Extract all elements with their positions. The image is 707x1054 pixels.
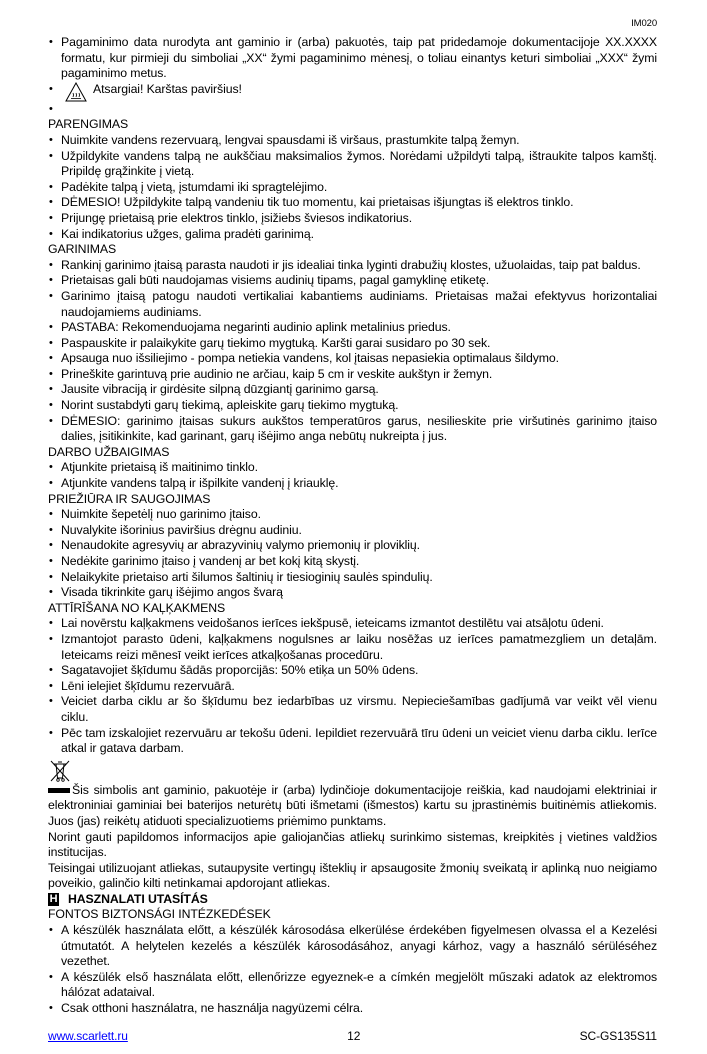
list-item: • Paspauskite ir palaikykite garų tiekimo mygtuką. Karšti garai susidaro po 30 sek.	[48, 336, 657, 352]
section-title: GARINIMAS	[48, 242, 117, 257]
list-item: • Padėkite talpą į vietą, įstumdami iki spragtelėjimo.	[48, 180, 657, 196]
page-number: 12	[347, 1028, 361, 1043]
list-item: • Atjunkite prietaisą iš maitinimo tinklo.	[48, 460, 657, 476]
list-item: • Prijungę prietaisą prie elektros tinklo, įsižiebs šviesos indikatorius.	[48, 211, 657, 227]
list-item: • Pagaminimo data nurodyta ant gaminio ir (arba) pakuotės, taip pat pridedamoje dokumentacijoje XX.XXXX formatu, kur pirmieji du simboliai „XX“ žymi pagaminimo mėnesį, o toliau einantys keturi simboliai „XXX“ žymi pagaminimo metus.	[48, 35, 657, 82]
section-parengimas	[48, 117, 657, 242]
document-code: IM020	[631, 18, 657, 29]
list-item: • Veiciet darba ciklu ar šo šķīdumu bez iedarbības uz virsmu. Nepieciešamības gadījumā var veikt vēl vienu ciklu.	[48, 694, 657, 725]
section-title: DARBO UŽBAIGIMAS	[48, 444, 170, 459]
list-item: • DĖMESIO! Užpildykite talpą vandeniu tik tuo momentu, kai prietaisas išjungtas iš elektros tinklo.	[48, 195, 657, 211]
list-item: • A készülék használata előtt, a készülék károsodása elkerülése érdekében figyelmesen olvassa el a Kezelési útmutatót. A helytelen kezelés a készülék károsodásához, anyagi kárhoz, vagy a használó sérüléséhez vezethet.	[48, 923, 657, 970]
list-item: • Nenaudokite agresyvių ar abrazyvinių valymo priemonių ir ploviklių.	[48, 538, 657, 554]
list-item: • Nuvalykite išorinius paviršius drėgnu audiniu.	[48, 523, 657, 539]
list-item: • A készülék első használata előtt, ellenőrizze egyeznek-e a címkén megjelölt műszaki adatok az elektromos hálózat adataival.	[48, 970, 657, 1001]
section-prieziura	[48, 492, 657, 601]
list-item	[48, 82, 657, 102]
list-item: • Prineškite garintuvą prie audinio ne arčiau, kaip 5 cm ir veskite aukštyn ir žemyn.	[48, 367, 657, 383]
language-badge: H	[49, 893, 58, 906]
crossed-bin-icon	[48, 759, 72, 783]
list-item: • Apsauga nuo išsiliejimo - pompa netiekia vandens, kol įtaisas nepasiekia optimalaus šildymo.	[48, 351, 657, 367]
disposal-paragraph: Šis simbolis ant gaminio, pakuotėje ir (arba) lydinčioje dokumentacijoje reiškia, kad naudojami elektriniai ir elektroniniai gaminiai bei baterijos neturėtų būti išmetami (išmestos) kartu su įprastinėmis buitinėmis atliekomis. Juos (jas) reikėtų atiduoti specializuotiems priėmimo punktams.	[48, 782, 657, 828]
disposal-section	[48, 757, 657, 892]
list-item: • PASTABA: Rekomenduojama negarinti audinio aplink metalinius priedus.	[48, 320, 657, 336]
hungarian-section	[48, 892, 657, 1017]
list-item: • Užpildykite vandens talpą ne aukščiau maksimalios žymos. Norėdami užpildyti talpą, ištraukite talpos kamštį. Pripildę grąžinkite į vietą.	[48, 149, 657, 180]
section-title: PRIEŽIŪRA IR SAUGOJIMAS	[48, 491, 211, 506]
list-item: • Csak otthoni használatra, ne használja nagyüzemi célra.	[48, 1001, 657, 1017]
list-item: • Sagatavojiet šķīdumu šādās proporcijās: 50% etiķa un 50% ūdens.	[48, 663, 657, 679]
hot-surface-warning	[61, 82, 657, 102]
model-number: SC-GS135S11	[579, 1028, 657, 1043]
list-item: • Pēc tam izskalojiet rezervuāru ar tekošu ūdeni. Iepildiet rezervuārā tīru ūdeni un veiciet vienu darba ciklu. Ierīce atkal ir gatava darbam.	[48, 726, 657, 757]
section-heading	[48, 892, 657, 908]
intro-list	[48, 35, 657, 117]
section-title: PARENGIMAS	[48, 117, 129, 132]
list-item: • Jausite vibraciją ir girdėsite silpną dūzgiantį garinimo garsą.	[48, 382, 657, 398]
list-item: • Rankinį garinimo įtaisą parasta naudoti ir jis idealiai tinka lyginti drabužių klostes, užuolaidas, taip pat baldus.	[48, 258, 657, 274]
list-item: • DĖMESIO: garinimo įtaisas sukurs aukštos temperatūros garus, nesilieskite prie viršutinės garinimo įtaiso dalies, įsitikinkite, kad garinant, garų išėjimo anga nebūtų nukreipta į jus.	[48, 414, 657, 445]
list-item: • Norint sustabdyti garų tiekimą, apleiskite garų tiekimo mygtuką.	[48, 398, 657, 414]
section-garinimas	[48, 242, 657, 445]
heading-text: HASZNALATI UTASÍTÁS	[68, 891, 208, 906]
section-title: ATTĪRĪŠANA NO KAĻĶAKMENS	[48, 600, 226, 615]
disposal-paragraph: Teisingai utilizuojant atliekas, sutaupysite vertingų išteklių ir apsaugosite žmonių sveikatą ir aplinką nuo neigiamo poveikio, galinčio kilti netinkamai apdorojant atliekas.	[48, 860, 657, 891]
black-bar-icon	[48, 788, 70, 793]
list-item: • Lēni ielejiet šķīdumu rezervuārā.	[48, 679, 657, 695]
list-item: • Lai novērstu kaļķakmens veidošanos ierīces iekšpusē, ieteicams izmantot destilētu vai atsāļotu ūdeni.	[48, 616, 657, 632]
list-item: • Visada tikrinkite garų išėjimo angos švarą	[48, 585, 657, 601]
list-item: • Nedėkite garinimo įtaiso į vandenį ar bet kokį kitą skystį.	[48, 554, 657, 570]
list-item: • Nuimkite šepetėlį nuo garinimo įtaiso.	[48, 507, 657, 523]
hot-surface-icon	[65, 82, 87, 102]
section-darbo-uzbaigimas	[48, 445, 657, 492]
list-item: • Garinimo įtaisą patogu naudoti vertikaliai kabantiems audiniams. Prietaisas mažai efektyvus horizontaliai naudojamiems audiniams.	[48, 289, 657, 320]
page-footer	[48, 1029, 657, 1044]
list-item: • Izmantojot parasto ūdeni, kaļķakmens nogulsnes ar laiku nosēžas uz ierīces pamatmezgliem un detaļām. Ieteicams reizi mēnesī veikt ierīces atkaļķošanas procedūru.	[48, 632, 657, 663]
list-item: • Nelaikykite prietaiso arti šilumos šaltinių ir tiesioginių saulės spindulių.	[48, 570, 657, 586]
section-title: FONTOS BIZTONSÁGI INTÉZKEDÉSEK	[48, 907, 271, 922]
website-link[interactable]: www.scarlett.ru	[48, 1028, 128, 1043]
list-item: • Prietaisas gali būti naudojamas visiems audinių tipams, pagal gamyklinę etiketę.	[48, 273, 657, 289]
section-descaling	[48, 601, 657, 757]
list-item: • Nuimkite vandens rezervuarą, lengvai spausdami iš viršaus, prastumkite talpą žemyn.	[48, 133, 657, 149]
warning-text: • Atsargiai! Karštas paviršius!	[93, 81, 242, 96]
disposal-paragraph: Norint gauti papildomos informacijos apie galiojančias atliekų surinkimo sistemas, kreipkitės į vietines valdžios institucijas.	[48, 829, 657, 860]
list-item: • Atjunkite vandens talpą ir išpilkite vandenį į kriauklę.	[48, 476, 657, 492]
list-item: • Kai indikatorius užges, galima pradėti garinimą.	[48, 227, 657, 243]
empty-list-item	[48, 102, 657, 118]
page-content	[48, 0, 657, 1017]
